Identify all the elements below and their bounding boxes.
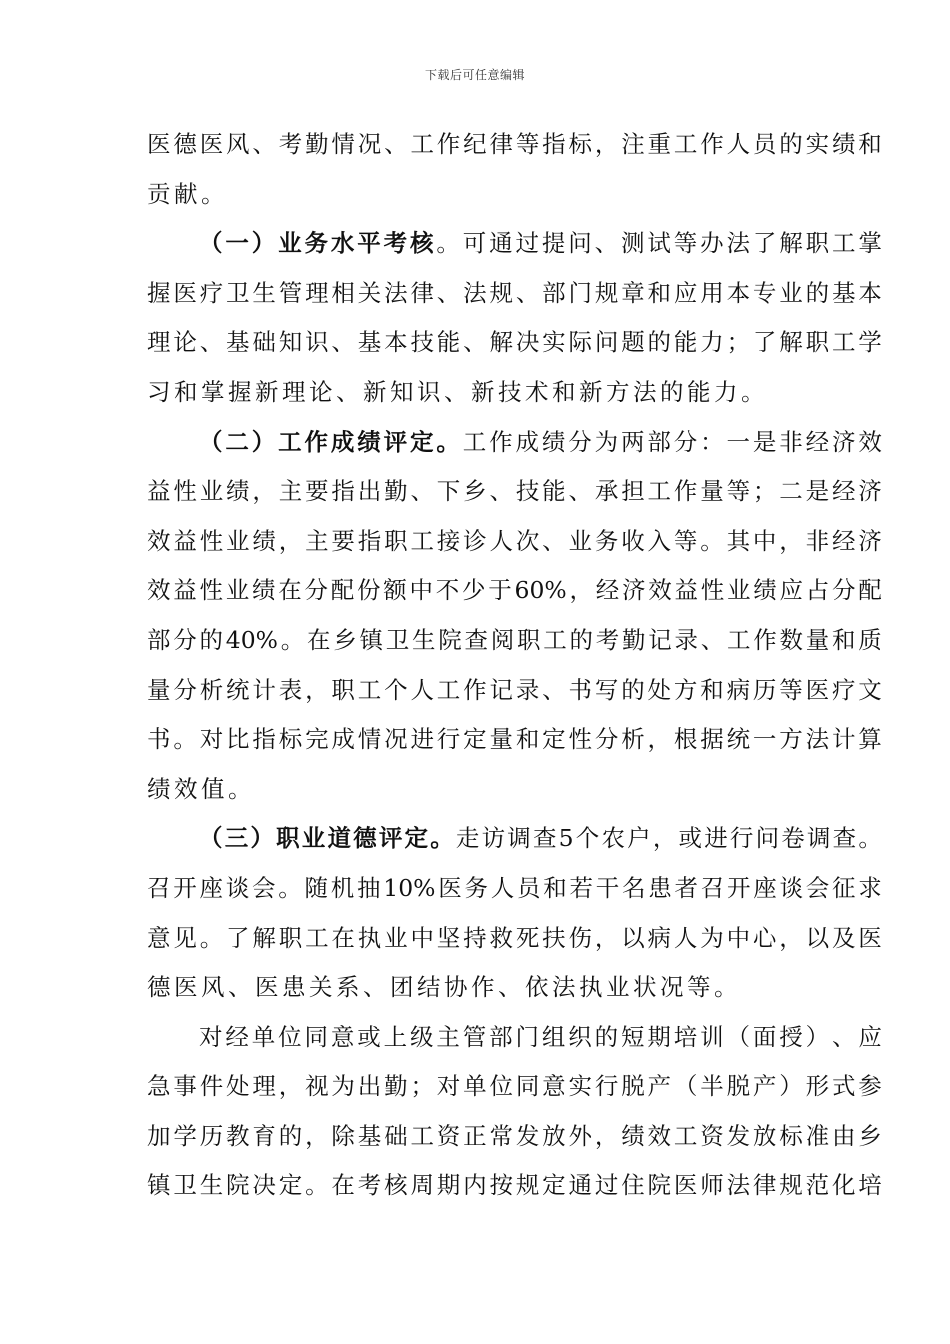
text-line: 召 开 座 谈 会 。 随 机 抽 10% 医 务 人 员 和 若 干 名 患 者 召 开 座 谈 会 征 求	[147, 873, 882, 902]
text-line: 意 见 。 了 解 职 工 在 执 业 中 坚 持 救 死 扶 伤 ， 以 病 人 为 中 心 ， 以 及 医	[147, 923, 882, 952]
text-line: （ 三 ） 职 业 道 德 评 定 。 走 访 调 查 5 个 农 户 ， 或 进 行 问 卷 调 查 。	[199, 824, 882, 853]
text-line: 急 事 件 处 理 ， 视 为 出 勤 ； 对 单 位 同 意 实 行 脱 产 （ 半 脱 产 ） 形 式 参	[147, 1072, 882, 1101]
text-line: 量 分 析 统 计 表 ， 职 工 个 人 工 作 记 录 、 书 写 的 处 方 和 病 历 等 医 疗 文	[147, 675, 882, 704]
text-line: 效 益 性 业 绩 ， 主 要 指 职 工 接 诊 人 次 、 业 务 收 入 等 。 其 中 ， 非 经 济	[147, 526, 882, 555]
text-line: （ 二 ） 工 作 成 绩 评 定 。 工 作 成 绩 分 为 两 部 分 ： 一 是 非 经 济 效	[199, 427, 882, 456]
text-line: 加 学 历 教 育 的 ， 除 基 础 工 资 正 常 发 放 外 ， 绩 效 工 资 发 放 标 准 由 乡	[147, 1121, 882, 1150]
text-line: 握 医 疗 卫 生 管 理 相 关 法 律 、 法 规 、 部 门 规 章 和 应 用 本 专 业 的 基 本	[147, 278, 882, 307]
text-line: 效 益 性 业 绩 在 分 配 份 额 中 不 少 于 60% ， 经 济 效 益 性 业 绩 应 占 分 配	[147, 576, 882, 605]
text-line: 书 。 对 比 指 标 完 成 情 况 进 行 定 量 和 定 性 分 析 ， 根 据 统 一 方 法 计 算	[147, 725, 882, 754]
text-line: 益 性 业 绩 ， 主 要 指 出 勤 、 下 乡 、 技 能 、 承 担 工 作 量 等 ； 二 是 经 济	[147, 477, 882, 506]
page-header-note: 下载后可任意编辑	[424, 68, 525, 82]
text-line: 部 分 的 40% 。 在 乡 镇 卫 生 院 查 阅 职 工 的 考 勤 记 录 、 工 作 数 量 和 质	[147, 625, 882, 654]
text-line: 医 德 医 风 、 考 勤 情 况 、 工 作 纪 律 等 指 标 ， 注 重 工 作 人 员 的 实 绩 和	[147, 130, 882, 158]
text-line: 镇 卫 生 院 决 定 。 在 考 核 周 期 内 按 规 定 通 过 住 院 医 师 法 律 规 范 化 培	[147, 1171, 882, 1200]
text-line: 对 经 单 位 同 意 或 上 级 主 管 部 门 组 织 的 短 期 培 训 （ 面 授 ） 、 应	[199, 1022, 882, 1051]
text-line: 贡 献 。	[147, 179, 228, 208]
text-line: （ 一 ） 业 务 水 平 考 核 。 可 通 过 提 问 、 测 试 等 办 法 了 解 职 工 掌	[199, 229, 882, 258]
text-line: 理 论 、 基 础 知 识 、 基 本 技 能 、 解 决 实 际 问 题 的 能 力 ； 了 解 职 工 学	[147, 328, 882, 357]
text-line: 德 医 风 、 医 患 关 系 、 团 结 协 作 、 依 法 执 业 状 况 等 。	[147, 973, 741, 1002]
text-line: 绩 效 值 。	[147, 774, 255, 803]
document-body	[147, 120, 882, 1211]
text-line: 习 和 掌 握 新 理 论 、 新 知 识 、 新 技 术 和 新 方 法 的 能 力 。	[147, 377, 768, 406]
